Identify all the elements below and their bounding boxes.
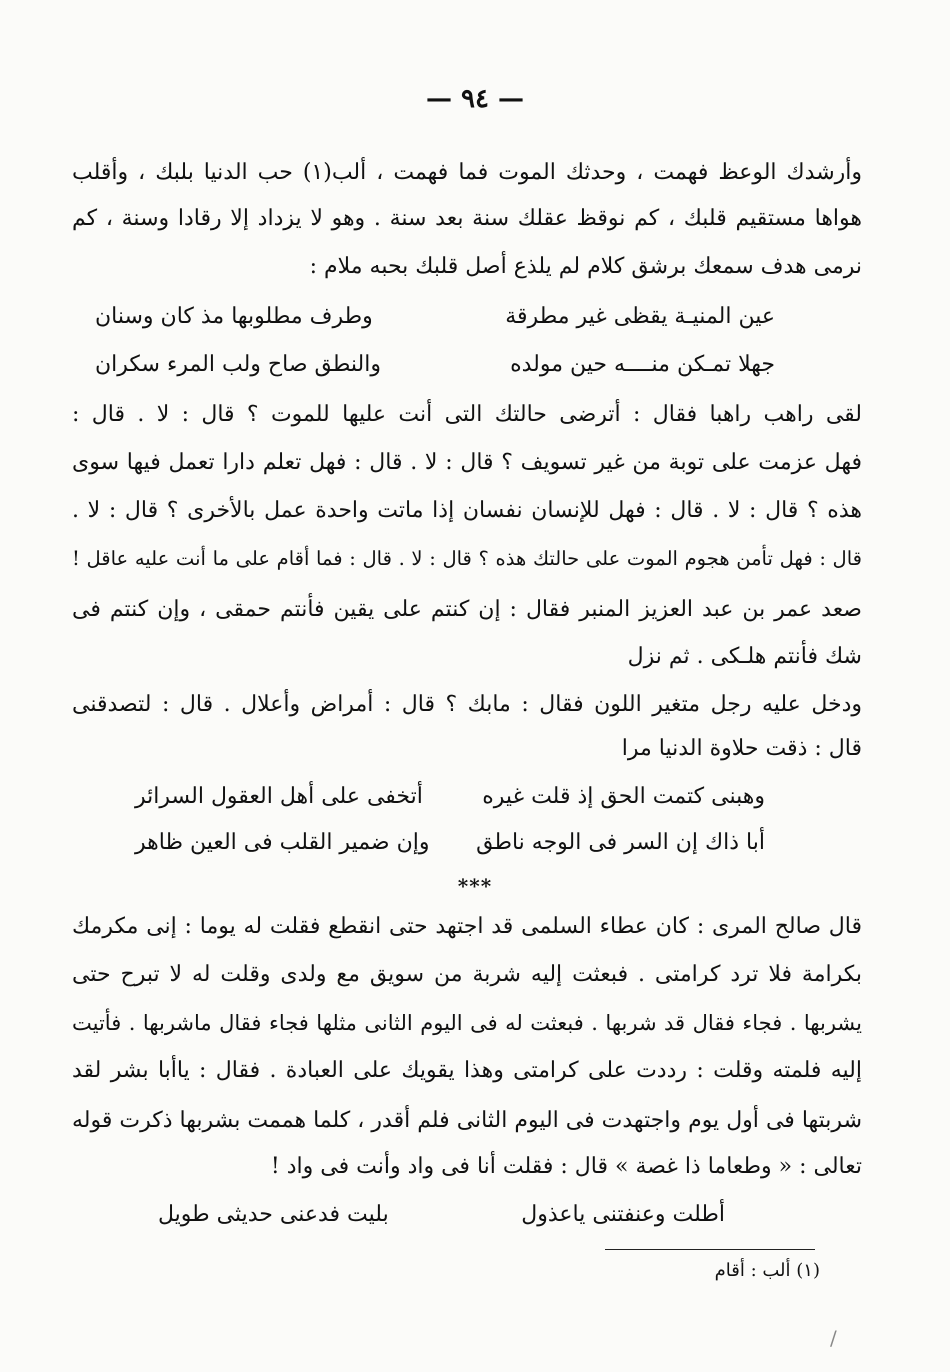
text-line: صعد عمر بن عبد العزيز المنبر فقال : إن كنتم على يقين فأنتم حمقى ، وإن كنتم فى xyxy=(72,597,862,622)
text-line: تعالى : « وطعاما ذا غصة » قال : فقلت أنا فى واد وأنت فى واد ! xyxy=(270,1154,862,1179)
text-line: لقى راهب راهبا فقال : أترضى حالتك التى أنت عليها للموت ؟ قال : لا . قال : xyxy=(72,402,862,427)
text-line: هواها مستقيم قلبك ، كم نوقظ عقلك سنة بعد سنة . وهو لا يزداد إلا رقادا وسنة ، كم xyxy=(72,206,862,231)
text-line: فهل عزمت على توبة من غير تسويف ؟ قال : لا . قال : فهل تعلم دارا تعمل فيها سوى xyxy=(72,450,862,475)
verse-hemistich: والنطق صاح ولب المرء سكران xyxy=(95,352,381,377)
margin-mark: / xyxy=(830,1326,837,1350)
text-line: إليه فلمته وقلت : رددت على كرامتى وهذا يقويك على العبادة . فقال : ياأبا بشر لقد xyxy=(72,1058,862,1083)
text-line: بكرامة فلا ترد كرامتى . فبعثت إليه شربة من سويق مع ولدى وقلت له لا تبرح حتى xyxy=(72,962,862,987)
verse-hemistich: وهبنى كتمت الحق إذ قلت غيره xyxy=(482,784,765,809)
text-line: يشربها . فجاء فقال قد شربها . فبعثت له فى اليوم الثانى مثلها فجاء فقال ماشربها . فأتيت xyxy=(72,1011,862,1035)
text-line: قال : ذقت حلاوة الدنيا مرا xyxy=(621,736,862,761)
verse-hemistich: وإن ضمير القلب فى العين ظاهر xyxy=(135,830,430,855)
verse-hemistich: أتخفى على أهل العقول السرائر xyxy=(135,784,423,809)
verse-hemistich: أطلت وعنفتنى ياعذول xyxy=(521,1202,725,1227)
text-line: قال : فهل تأمن هجوم الموت على حالتك هذه ؟ قال : لا . قال : فما أقام على ما أنت عليه عاقل ! xyxy=(72,547,862,570)
footnote: (١) ألب : أقام xyxy=(714,1260,820,1281)
text-line: شربتها فى أول يوم واجتهدت فى اليوم الثانى فلم أقدر ، كلما هممت بشربها ذكرت قوله xyxy=(72,1108,862,1133)
text-line: وأرشدك الوعظ فهمت ، وحدثك الموت فما فهمت ، ألب(١) حب الدنيا بلبك ، وأقلب xyxy=(72,160,863,185)
verse-hemistich: عين المنيـة يقظى غير مطرقة xyxy=(505,304,775,329)
footnote-rule xyxy=(605,1249,815,1250)
text-line: قال صالح المرى : كان عطاء السلمى قد اجتهد حتى انقطع فقلت له يوما : إنى مكرمك xyxy=(72,914,862,939)
section-separator: *** xyxy=(457,874,493,898)
verse-hemistich: جهلا تمـكن منــــه حين مولده xyxy=(510,352,775,377)
text-line: ودخل عليه رجل متغير اللون فقال : مابك ؟ قال : أمراض وأعلال . قال : لتصدقنى xyxy=(72,692,862,717)
page-number: — ٩٤ — xyxy=(425,84,525,114)
verse-hemistich: بليت فدعنى حديثى طويل xyxy=(158,1202,389,1227)
verse-hemistich: أبا ذاك إن السر فى الوجه ناطق xyxy=(476,830,765,855)
text-line: شك فأنتم هلـكى . ثم نزل xyxy=(627,644,862,669)
verse-hemistich: وطرف مطلوبها مذ كان وسنان xyxy=(95,304,373,329)
text-line: هذه ؟ قال : لا . قال : فهل للإنسان نفسان إذا ماتت واحدة عمل بالأخرى ؟ قال : لا . xyxy=(72,498,862,523)
text-line: نرمى هدف سمعك برشق كلام لم يلذع أصل قلبك بحبه ملام : xyxy=(309,254,862,279)
